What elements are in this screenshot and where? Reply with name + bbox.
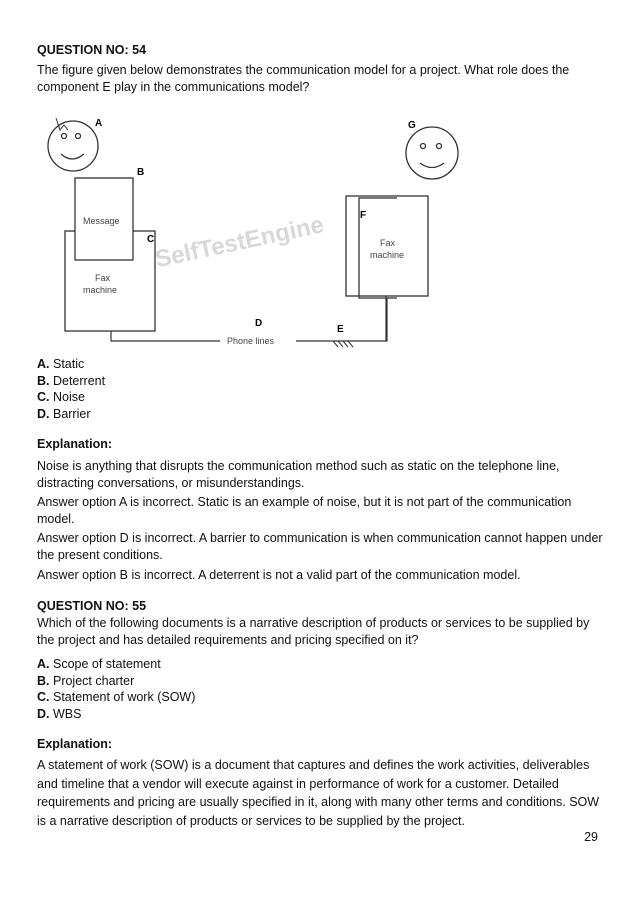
label-b: B <box>137 167 145 178</box>
option: B. Deterrent <box>37 373 106 388</box>
question-54-title: QUESTION NO: 54 <box>37 43 147 57</box>
question-54-options <box>37 356 105 422</box>
explanation-54-p3: Answer option D is incorrect. A barrier to communication is when communication cannot happen under the present conditions. <box>37 531 603 562</box>
explanation-55-p1: A statement of work (SOW) is a document that captures and defines the work activities, deliverables and timeline that a vendor will execute against in performance of work for a customer. Detailed requirements and pricing are usually specified in it, along with many other terms and conditions. SOW is a narrative description of products or services to be supplied by the project. <box>37 758 600 828</box>
explanation-54-p4: Answer option B is incorrect. A deterrent is not a valid part of the communication model. <box>37 568 521 582</box>
question-55-title: QUESTION NO: 55 <box>37 599 147 613</box>
option: C. Noise <box>37 390 85 404</box>
label-c: C <box>147 234 155 245</box>
option: C. Statement of work (SOW) <box>37 690 196 704</box>
option: A. Static <box>37 357 85 371</box>
explanation-54-title: Explanation: <box>37 437 113 451</box>
option: D. Barrier <box>37 406 91 421</box>
receiver-figure <box>340 108 460 353</box>
option: B. Project charter <box>37 673 135 688</box>
explanation-54-p1: Noise is anything that disrupts the communication method such as static on the telephone line, distracting conversations, or misunderstandings. <box>37 459 560 490</box>
label-d: D <box>255 318 263 329</box>
explanation-54-p2: Answer option A is incorrect. Static is an example of noise, but it is not part of the communication model. <box>37 495 572 526</box>
question-55-options <box>37 656 195 722</box>
option: D. WBS <box>37 706 82 721</box>
question-54-text: The figure given below demonstrates the communication model for a project. What role does the component E play in the communications model? <box>37 63 570 94</box>
right-fax-label-2: machine <box>370 250 405 260</box>
message-label: Message <box>83 216 120 226</box>
explanation-55-title: Explanation: <box>37 737 113 751</box>
option: A. Scope of statement <box>37 657 161 671</box>
question-55-text: Which of the following documents is a narrative description of products or services to be supplied by the project and has detailed requirements and pricing specified on it? <box>37 616 590 647</box>
left-fax-label-1: Fax <box>95 273 111 283</box>
watermark: SelfTestEngine <box>152 211 327 274</box>
right-fax-label-1: Fax <box>380 238 396 248</box>
label-e: E <box>337 324 344 335</box>
left-fax-label-2: machine <box>83 285 118 295</box>
label-g: G <box>408 120 416 131</box>
phone-lines-label: Phone lines <box>227 336 275 346</box>
label-a: A <box>95 118 103 129</box>
label-f: F <box>360 210 367 221</box>
sender-face <box>48 118 98 171</box>
page-number: 29 <box>584 830 598 844</box>
receiver-face-icon-g <box>406 127 458 179</box>
